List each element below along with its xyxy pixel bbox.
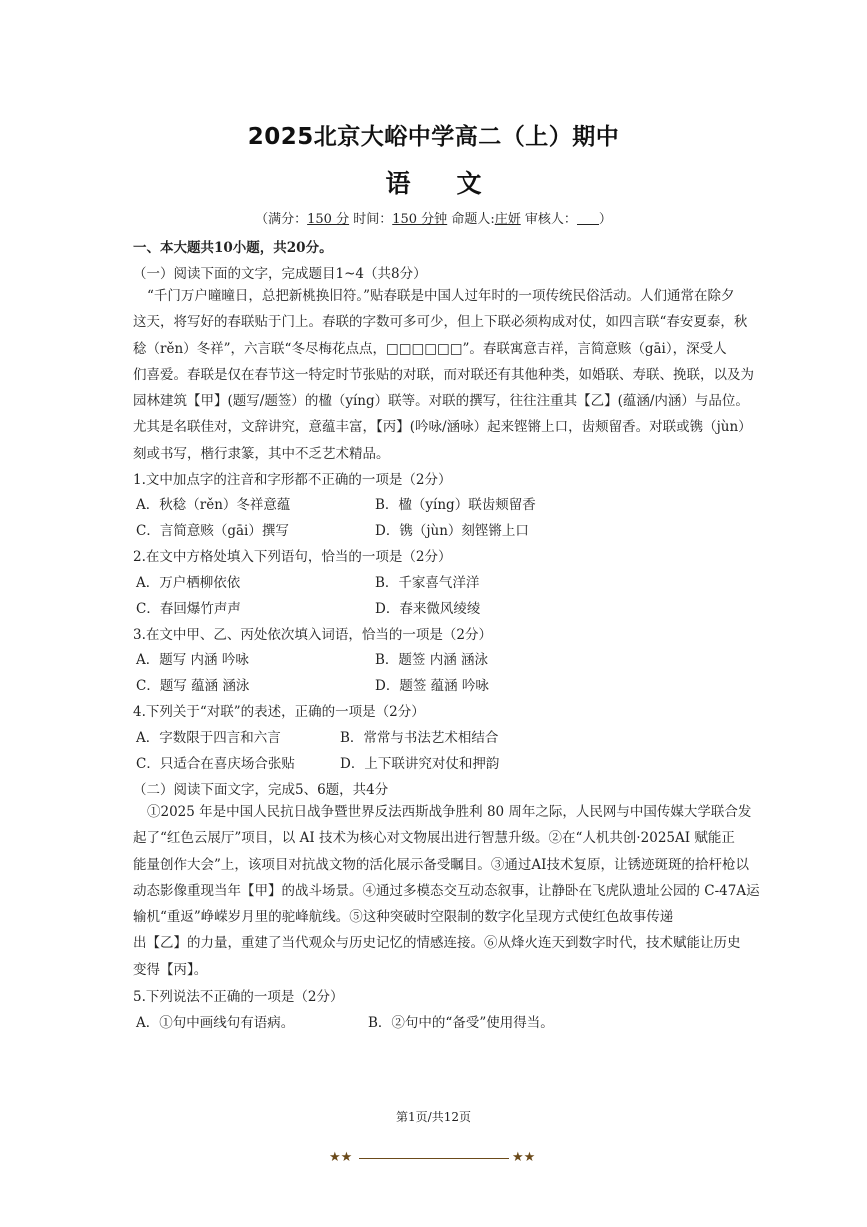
passage-line: 出【乙】的力量，重建了当代观众与历史记忆的情感连接。⑥从烽火连天到数字时代，技术赋能让历史 [133,935,741,952]
exam-info: （满分：150 分 时间：150 分钟 命题人:庄妍 审核人： ） [255,212,612,227]
exam-time: 150 分钟 [392,212,448,227]
question-2-option-a: A．万户栖柳依依 [136,575,241,591]
passage-1 [133,283,775,467]
passage-line: 刻或书写，楷行隶篆，其中不乏艺术精品。 [133,445,390,462]
question-4-option-b: B．常常与书法艺术相结合 [340,730,499,746]
question-3-stem: 3.在文中甲、乙、丙处依次填入词语，恰当的一项是（2分） [133,627,492,643]
passage-line: 起了“红色云展厅”项目，以 AI 技术为核心对文物展出进行智慧升级。②在“人机共创·2025AI 赋能正 [133,830,735,847]
divider [359,1158,509,1159]
passage-line: 园林建筑【甲】(题写/题签）的楹（yíng）联等。对联的撰写，往往注重其【乙】(蕴涵/内涵）与品位。 [133,393,749,410]
question-3-option-b: B．题签 内涵 涵泳 [375,652,489,668]
question-1-stem: 1.文中加点字的注音和字形都不正确的一项是（2分） [133,472,452,488]
question-2-option-c: C．春回爆竹声声 [136,601,241,617]
question-3-option-d: D．题签 蕴涵 吟咏 [375,678,489,694]
question-1-option-a: A．秋稔（rěn）冬祥意蕴 [136,497,291,513]
question-5-stem: 5.下列说法不正确的一项是（2分） [133,989,344,1005]
star-icon: ★★ [329,1150,353,1165]
section-heading: 一、本大题共10小题，共20分。 [133,240,333,256]
page-title: 2025北京大峪中学高二（上）期中 [247,124,620,150]
passage-line: 变得【丙】。 [133,961,208,978]
part2-heading: （二）阅读下面文字，完成5、6题，共4分 [133,782,389,798]
passage-line: 输机“重返”峥嵘岁月里的驼峰航线。⑤这种突破时空限制的数字化呈现方式使红色故事传递 [133,909,674,926]
full-score: 150 分 [307,212,350,227]
subject-char-2: 文 [456,169,482,198]
passage-line: 稔（rěn）冬祥”，六言联“冬尽梅花点点，□□□□□□”。春联寓意吉祥，言简意赅（gāi），深受人 [133,340,727,357]
question-1-option-b: B．楹（yíng）联齿颊留香 [375,497,536,513]
question-2-option-d: D．春来微风绫绫 [375,601,481,617]
passage-line: 能量创作大会”上，该项目对抗战文物的活化展示备受瞩目。③通过AI技术复原，让锈迹斑斑的拾杆枪以 [133,856,749,873]
page-number: 第1页/共12页 [396,1110,471,1124]
question-2-stem: 2.在文中方格处填入下列语句，恰当的一项是（2分） [133,549,452,565]
reviewer-blank [577,212,599,225]
setter-name: 庄妍 [494,212,521,227]
passage-line: 这天，将写好的春联贴于门上。春联的字数可多可少，但上下联必须构成对仗，如四言联“春安夏泰，秋 [133,314,748,331]
question-1-option-d: D．镌（jùn）刻铿锵上口 [375,523,529,539]
question-4-stem: 4.下列关于“对联”的表述，正确的一项是（2分） [133,704,425,720]
passage-line: 们喜爱。春联是仅在春节这一特定时节张贴的对联，而对联还有其他种类，如婚联、寿联、挽联，以及为 [133,366,754,383]
subject-title [0,164,867,200]
star-icon: ★★ [512,1150,536,1165]
footer-decoration [329,1150,539,1170]
passage-line: 尤其是名联佳对，文辞讲究，意蕴丰富，【丙】(吟咏/涵咏）起来铿锵上口，齿颊留香。对联或镌（jùn） [133,419,752,436]
question-1-option-c: C．言简意赅（gāi）撰写 [136,523,289,539]
passage-2 [133,799,775,983]
question-5-option-b: B．②句中的“备受”使用得当。 [368,1015,554,1031]
question-3-option-a: A．题写 内涵 吟咏 [136,652,249,668]
question-5-option-a: A．①句中画线句有语病。 [136,1015,295,1031]
subject-char-1: 语 [385,169,411,198]
question-4-option-c: C．只适合在喜庆场合张贴 [136,756,295,772]
passage-line: 动态影像重现当年【甲】的战斗场景。④通过多模态交互动态叙事，让静卧在飞虎队遗址公园的 C-47A运 [133,882,760,899]
question-2-option-b: B．千家喜气洋洋 [375,575,480,591]
question-4-option-d: D．上下联讲究对仗和押韵 [340,756,500,772]
question-4-option-a: A．字数限于四言和六言 [136,730,281,746]
part1-heading: （一）阅读下面的文字，完成题目1~4（共8分） [133,266,427,282]
question-3-option-c: C．题写 蕴涵 涵泳 [136,678,250,694]
passage-line: “千门万户曈曈日，总把新桃换旧符。”贴春联是中国人过年时的一项传统民俗活动。人们通常在除夕 [147,288,735,304]
passage-line: ①2025 年是中国人民抗日战争暨世界反法西斯战争胜利 80 周年之际，人民网与中国传媒大学联合发 [147,804,752,820]
